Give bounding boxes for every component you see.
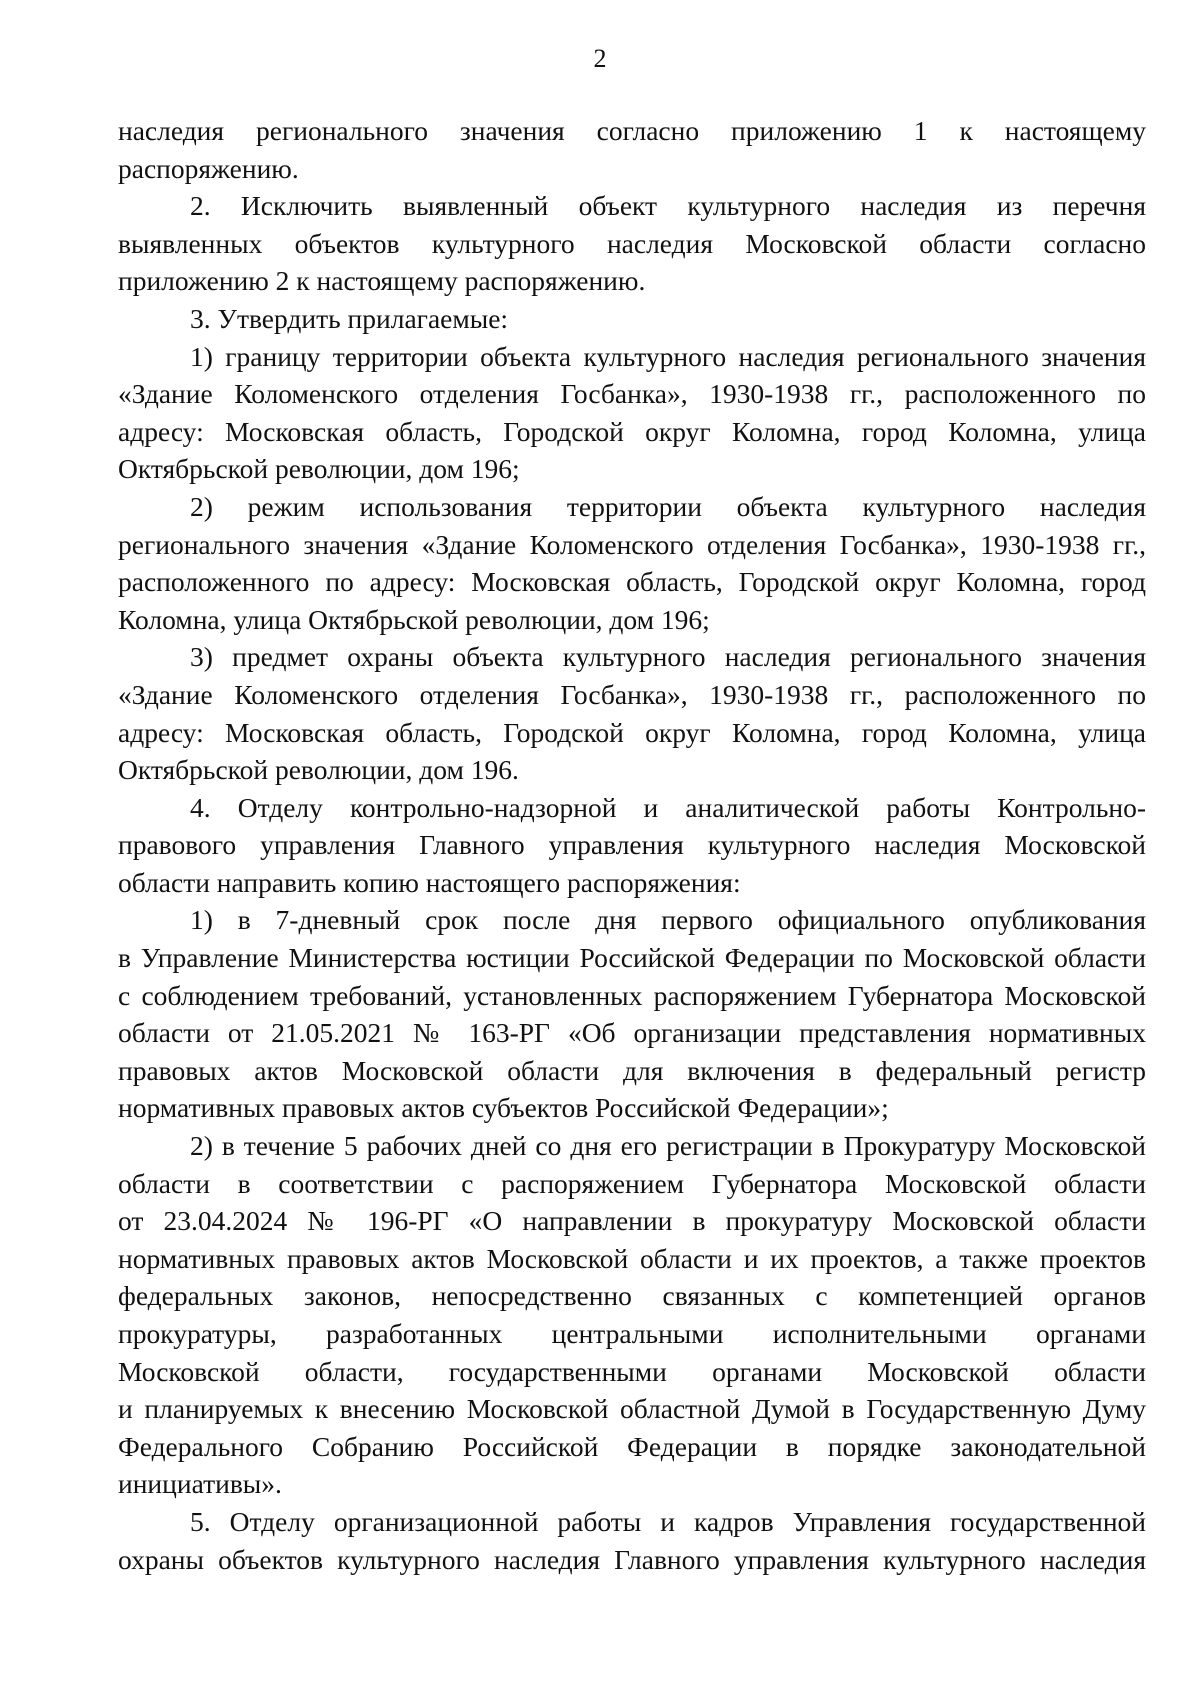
text-line: Коломна, улица Октябрьской революции, дом 196; [118, 603, 710, 635]
document-body [118, 112, 1146, 1578]
text-line: адресу: Московская область, Городской округ Коломна, город Коломна, улица [118, 716, 1146, 748]
text-line: наследия регионального значения согласно приложению 1 к настоящему [118, 115, 1146, 146]
text-line: нормативных правовых актов Московской области и их проектов, а также проектов [118, 1242, 1146, 1274]
text-line: выявленных объектов культурного наследия Московской области согласно [118, 227, 1146, 259]
text-line: 3. Утвердить прилагаемые: [190, 302, 509, 334]
text-line: с соблюдением требований, установленных распоряжением Губернатора Московской [118, 979, 1146, 1011]
text-line: «Здание Коломенского отделения Госбанка», 1930-1938 гг., расположенного по [118, 678, 1146, 710]
text-line: правовых актов Московской области для включения в федеральный регистр [118, 1054, 1146, 1086]
text-line: 3) предмет охраны объекта культурного наследия регионального значения [190, 641, 1146, 673]
text-line: от 23.04.2024 № 196-РГ «О направлении в прокуратуру Московской области [118, 1205, 1146, 1237]
text-line: регионального значения «Здание Коломенского отделения Госбанка», 1930-1938 гг., [118, 528, 1146, 560]
text-line: распоряжению. [118, 152, 299, 184]
text-line: 1) границу территории объекта культурного наследия регионального значения [190, 340, 1146, 372]
text-line: охраны объектов культурного наследия Главного управления культурного наследия [118, 1543, 1146, 1575]
text-line: Октябрьской революции, дом 196; [118, 453, 520, 485]
text-line: инициативы». [118, 1468, 282, 1500]
text-line: 2) в течение 5 рабочих дней со дня его регистрации в Прокуратуру Московской [190, 1130, 1146, 1162]
text-line: в Управление Министерства юстиции Российской Федерации по Московской области [118, 942, 1146, 974]
page-number: 2 [593, 44, 607, 73]
text-line: Октябрьской революции, дом 196. [118, 754, 519, 786]
text-line: Московской области, государственными органами Московской области [118, 1355, 1146, 1387]
text-line: «Здание Коломенского отделения Госбанка», 1930-1938 гг., расположенного по [118, 378, 1146, 410]
text-line: прокуратуры, разработанных центральными исполнительными органами [118, 1318, 1146, 1349]
text-line: адресу: Московская область, Городской округ Коломна, город Коломна, улица [118, 415, 1146, 447]
text-line: 2. Исключить выявленный объект культурного наследия из перечня [190, 190, 1146, 222]
text-line: области направить копию настоящего распоряжения: [118, 866, 741, 898]
text-line: Федерального Собранию Российской Федерации в порядке законодательной [118, 1430, 1146, 1462]
text-line: 5. Отделу организационной работы и кадров Управления государственной [190, 1505, 1146, 1537]
text-line: приложению 2 к настоящему распоряжению. [118, 265, 646, 297]
text-line: 2) режим использования территории объекта культурного наследия [190, 490, 1146, 522]
text-line: 1) в 7-дневный срок после дня первого официального опубликования [190, 904, 1146, 936]
text-line: нормативных правовых актов субъектов Российской Федерации»; [118, 1092, 889, 1124]
text-line: федеральных законов, непосредственно связанных с компетенцией органов [118, 1280, 1146, 1312]
text-line: правового управления Главного управления культурного наследия Московской [118, 829, 1146, 861]
text-line: 4. Отделу контрольно-надзорной и аналитической работы Контрольно- [190, 791, 1146, 823]
text-line: области в соответствии с распоряжением Губернатора Московской области [118, 1167, 1146, 1199]
text-line: области от 21.05.2021 № 163-РГ «Об организации представления нормативных [118, 1017, 1146, 1049]
text-line: и планируемых к внесению Московской областной Думой в Государственную Думу [118, 1393, 1146, 1425]
text-line: расположенного по адресу: Московская область, Городской округ Коломна, город [118, 566, 1146, 598]
